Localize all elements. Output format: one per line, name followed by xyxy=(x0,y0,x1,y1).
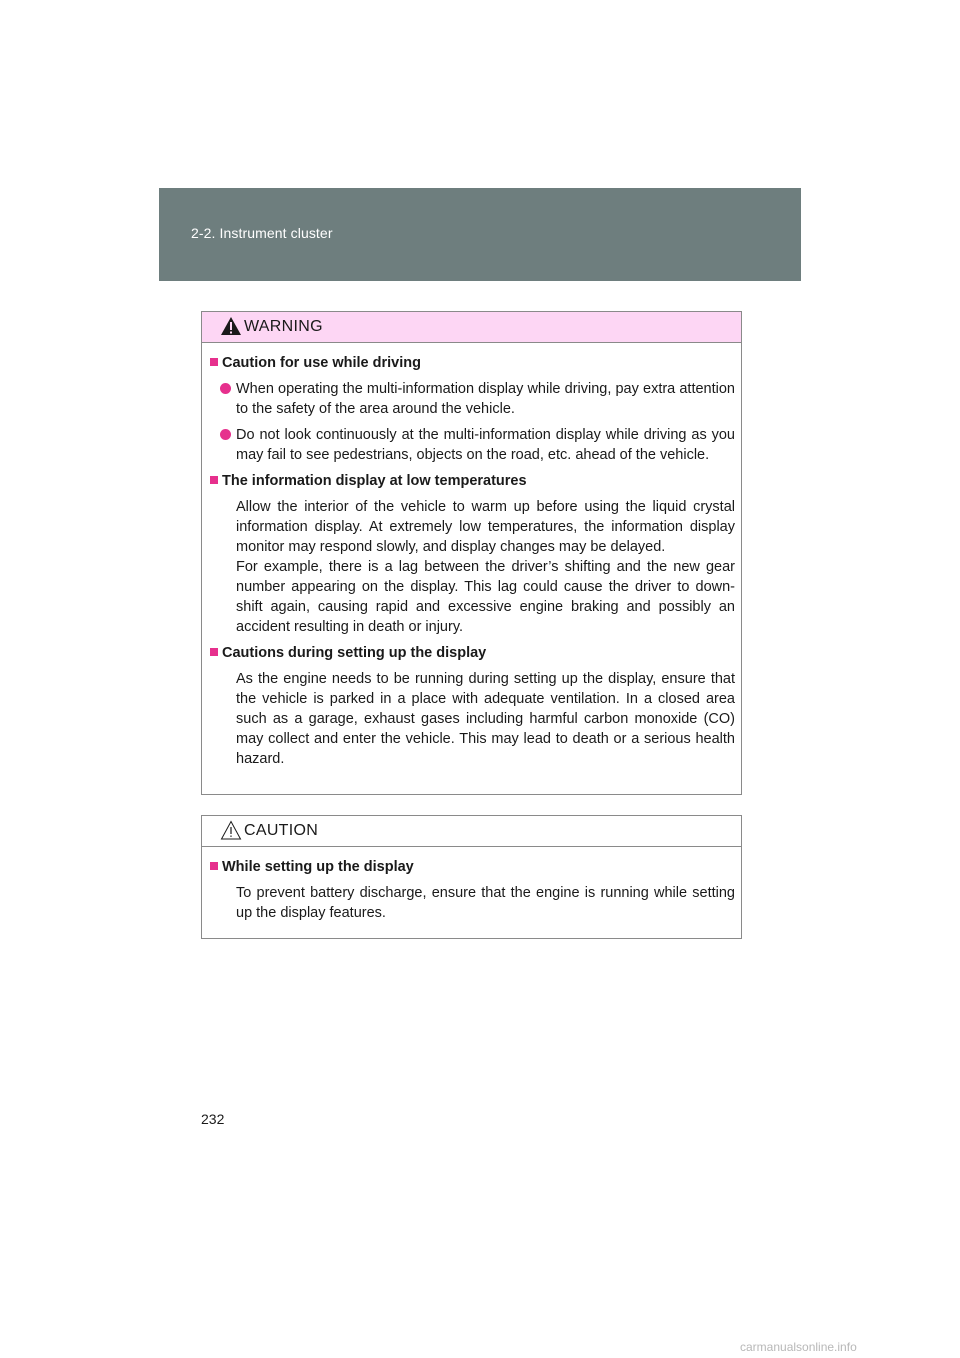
caution-paragraph: To prevent battery discharge, ensure that the engine is running while setting up the display features. xyxy=(236,885,735,921)
square-bullet-icon xyxy=(210,648,218,656)
circle-bullet-icon xyxy=(220,429,231,440)
caution-box xyxy=(201,815,742,939)
warning-box-header xyxy=(202,312,741,343)
section-header-band xyxy=(159,188,801,281)
warning-heading: WARNING xyxy=(244,318,323,335)
warning-bullet: When operating the multi-information display while driving, pay extra attention to the safety of the area around the vehicle. xyxy=(210,379,735,419)
warning-item-title: Caution for use while driving xyxy=(210,353,735,373)
warning-bullet: Do not look continuously at the multi-information display while driving as you may fail to see pedestrians, objects on the road, etc. ahead of the vehicle. xyxy=(210,425,735,465)
warning-paragraph: Allow the interior of the vehicle to warm up before using the liquid crystal information display. At extremely low temperatures, the information display monitor may respond slowly, and display changes may be delayed. xyxy=(236,499,735,555)
warning-triangle-icon xyxy=(220,316,242,336)
caution-box-header xyxy=(202,816,741,847)
caution-heading: CAUTION xyxy=(244,822,319,839)
warning-item-title: Cautions during setting up the display xyxy=(210,643,735,663)
square-bullet-icon xyxy=(210,862,218,870)
square-bullet-icon xyxy=(210,476,218,484)
page-number: 232 xyxy=(201,1111,225,1127)
section-label: 2-2. Instrument cluster xyxy=(191,225,333,241)
warning-paragraph: For example, there is a lag between the driver’s shifting and the new gear number appearing on the display. This lag could cause the driver to down-shift again, causing rapid and excessive engine braking and possibly an accident resulting in death or injury. xyxy=(236,559,735,635)
caution-item-title: While setting up the display xyxy=(210,857,735,877)
watermark-text: carmanualsonline.info xyxy=(740,1340,857,1354)
warning-item-title: The information display at low temperatures xyxy=(210,471,735,491)
warning-box xyxy=(201,311,742,795)
caution-triangle-icon xyxy=(220,820,242,840)
circle-bullet-icon xyxy=(220,383,231,394)
warning-paragraph: As the engine needs to be running during setting up the display, ensure that the vehicle is parked in a place with adequate ventilation. In a closed area such as a garage, exhaust gases including harmful carbon monoxide (CO) may collect and enter the vehicle. This may lead to death or a serious health hazard. xyxy=(236,671,735,767)
square-bullet-icon xyxy=(210,358,218,366)
